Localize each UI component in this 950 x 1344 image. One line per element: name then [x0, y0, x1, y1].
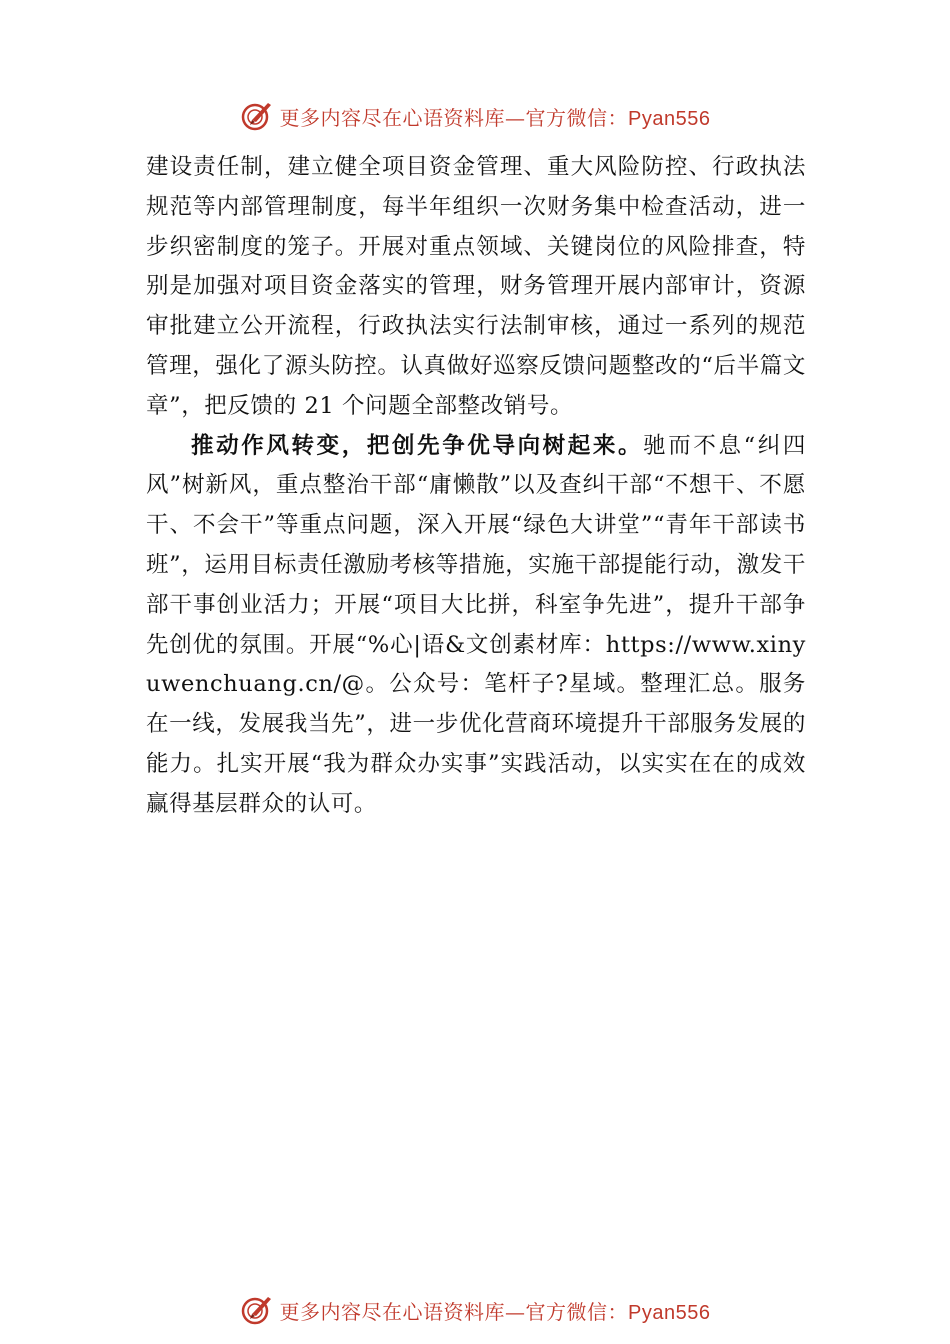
paragraph-2	[146, 427, 806, 825]
footer-separator: —	[505, 1299, 526, 1324]
paragraph-2-body: 驰而不息“纠四风”树新风，重点整治干部“庸懒散”以及查纠干部“不想干、不愿干、不会干”等重点问题，深入开展“绿色大讲堂”“青年干部读书班”，运用目标责任激励考核等措施，实施干部提能行动，激发干部干事创业活力；开展“项目大比拼，科室争先进”，提升干部争先创优的氛围。开展“%心|语&文创素材库：https://www.xinyuwenchuang.cn/@。公众号：笔杆子?星域。整理汇总。服务在一线，发展我当先”，进一步优化营商环境提升干部服务发展的能力。扎实开展“我为群众办实事”实践活动，以实实在在的成效赢得基层群众的认可。	[146, 432, 806, 817]
header-text	[280, 102, 711, 131]
quill-seal-logo-icon	[240, 1293, 274, 1327]
header-wechat-id: Pyan556	[628, 107, 711, 130]
header-separator: —	[505, 105, 526, 130]
footer-brand: 更多内容尽在心语资料库	[279, 1299, 506, 1324]
paragraph-2-lead: 推动作风转变，把创先争优导向树起来。	[191, 432, 644, 459]
footer-text	[280, 1296, 711, 1325]
header-banner	[0, 96, 950, 136]
footer-wechat-id: Pyan556	[628, 1301, 711, 1324]
paragraph-1: 建设责任制，建立健全项目资金管理、重大风险防控、行政执法规范等内部管理制度，每半年组织一次财务集中检查活动，进一步织密制度的笼子。开展对重点领域、关键岗位的风险排查，特别是加强对项目资金落实的管理，财务管理开展内部审计，资源审批建立公开流程，行政执法实行法制审核，通过一系列的规范管理，强化了源头防控。认真做好巡察反馈问题整改的“后半篇文章”，把反馈的 21 个问题全部整改销号。	[146, 154, 806, 419]
footer-banner	[0, 1290, 950, 1330]
quill-seal-logo-icon	[240, 99, 274, 133]
document-body	[146, 148, 806, 825]
footer-wechat-label: 官方微信：	[525, 1299, 629, 1324]
header-wechat-label: 官方微信：	[525, 105, 629, 130]
header-brand: 更多内容尽在心语资料库	[279, 105, 506, 130]
